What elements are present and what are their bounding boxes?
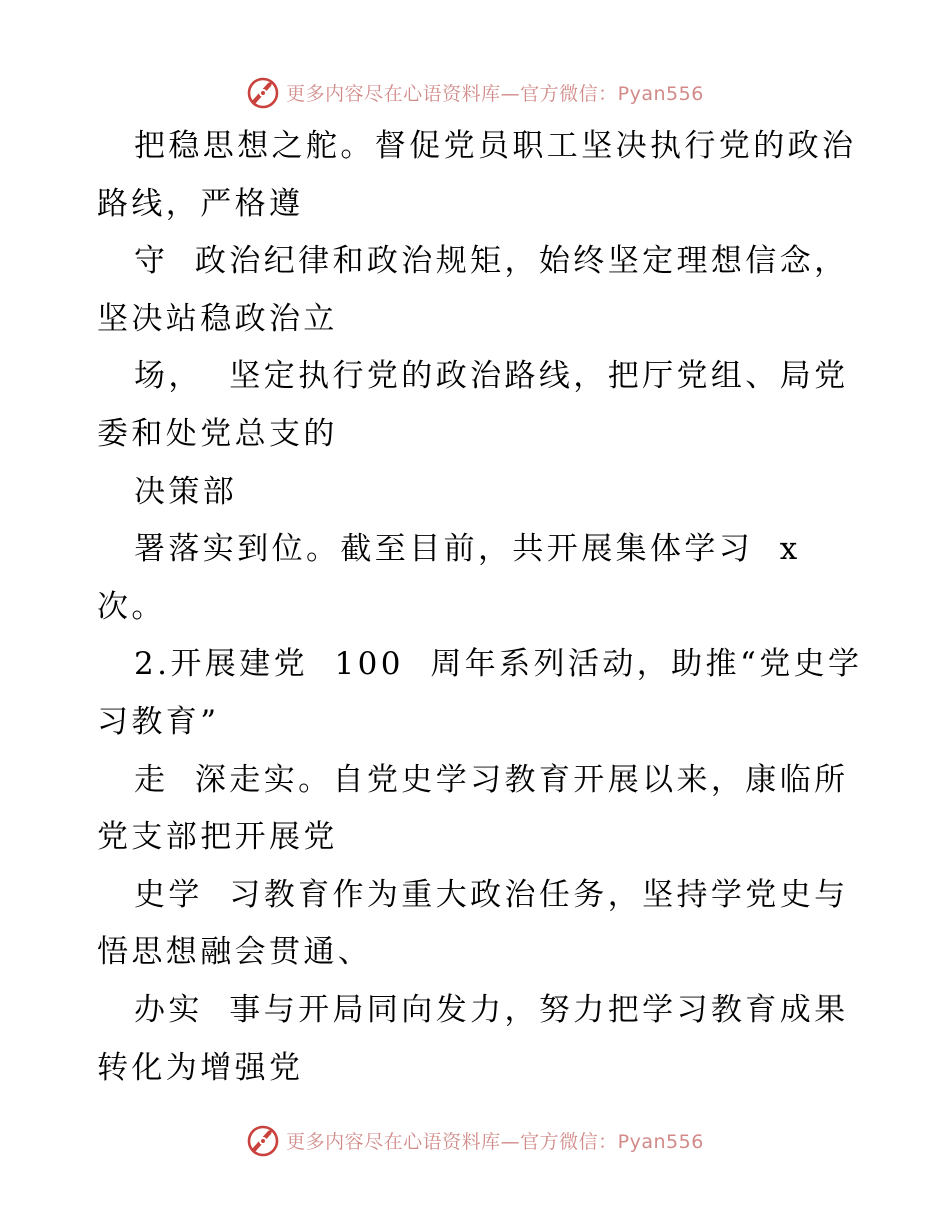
document-body [0, 118, 950, 1097]
text-line: 党支部把开展党 [97, 819, 338, 856]
text-line: 史学 习教育作为重大政治任务，坚持学党史与 [134, 876, 849, 913]
text-line: 路线，严格遵 [97, 185, 304, 222]
watermark-text: 更多内容尽在心语资料库—官方微信：Pyan556 [286, 1130, 704, 1153]
header-watermark [0, 72, 950, 112]
footer-watermark [0, 1120, 950, 1160]
text-line: 转化为增强党 [97, 1049, 304, 1086]
text-line: 习教育” [97, 703, 220, 740]
text-line: 2.开展建党 100 周年系列活动，助推“党史学 [134, 646, 863, 683]
text-line: 署落实到位。截至目前，共开展集体学习 x [134, 531, 801, 568]
text-line: 走 深走实。自党史学习教育开展以来，康临所 [134, 761, 849, 798]
text-line: 守 政治纪律和政治规矩，始终坚定理想信念， [134, 243, 849, 280]
pen-logo-icon [246, 75, 280, 109]
text-line: 把稳思想之舵。督促党员职工坚决执行党的政治 [134, 128, 857, 164]
text-line: 委和处党总支的 [97, 415, 338, 452]
pen-logo-icon [246, 1123, 280, 1157]
text-line: 决策部 [134, 473, 238, 510]
text-line: 场， 坚定执行党的政治路线，把厅党组、局党 [134, 358, 849, 395]
text-line: 办实 事与开局同向发力，努力把学习教育成果 [134, 991, 849, 1028]
text-line: 次。 [97, 588, 166, 625]
text-line: 坚决站稳政治立 [97, 300, 338, 337]
watermark-text: 更多内容尽在心语资料库—官方微信：Pyan556 [286, 82, 704, 105]
text-line: 悟思想融会贯通、 [97, 934, 373, 971]
